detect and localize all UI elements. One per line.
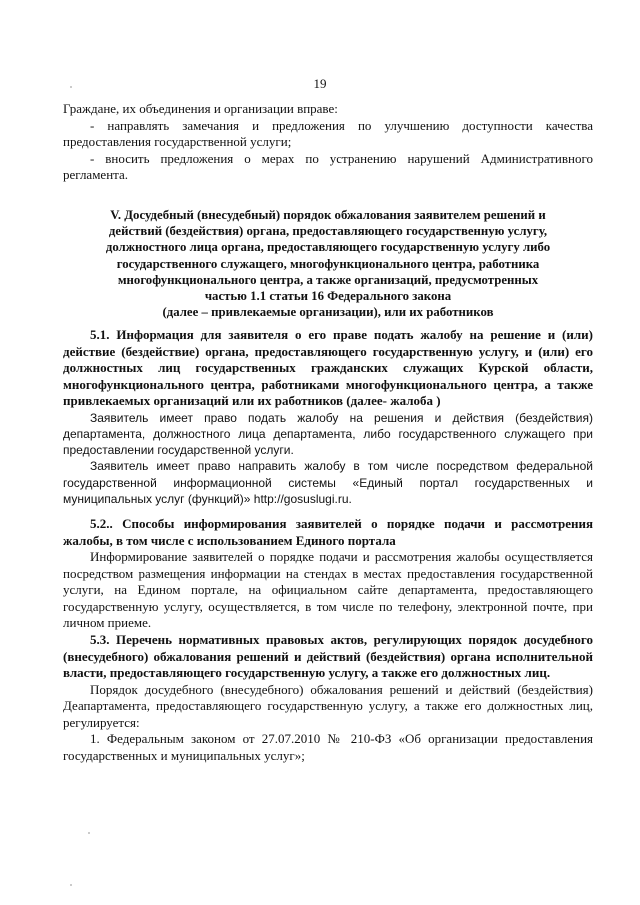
- section-5-3: [63, 632, 593, 764]
- scan-speck: [70, 86, 72, 88]
- scan-speck: [88, 832, 90, 834]
- section-5-2: [63, 516, 593, 632]
- citizens-rights-bullet-2: - вносить предложения о мерах по устранению нарушений Административного регламента.: [63, 150, 593, 182]
- section-title-line: государственного служащего, многофункционального центра, работника: [116, 256, 540, 271]
- section-5-2-paragraph: Информирование заявителей о порядке подачи и рассмотрения жалобы осуществляется посредством размещения информации на стендах в местах предоставления государственной услуги, на Едином портале, на официальном сайте департамента, предоставляющего государственную услугу, осуществляется, в том числе по телефону, электронной почте, при личном приеме.: [63, 549, 593, 630]
- scan-speck: [70, 884, 72, 886]
- section-5-1-heading: 5.1. Информация для заявителя о его праве подать жалобу на решение и (или) действие (бездействие) органа, предоставляющего государственную услугу, и (или) его должностных лиц государственных гражданских служащих Курской области, многофункционального центра, работниками многофункционального центра, а также привлекаемых организаций или их работников (далее- жалоба ): [63, 327, 593, 408]
- section-title-line: действий (бездействия) органа, предоставляющего государственную услугу,: [108, 224, 548, 239]
- section-5-3-paragraph: Порядок досудебного (внесудебного) обжалования решений и действий (бездействия) Деапартамента, предоставляющего государственную услугу, а также его должностных лиц, регулируется:: [63, 681, 593, 730]
- section-title-line: (далее – привлекаемые организации), или их работников: [162, 305, 494, 320]
- section-title-line: V. Досудебный (внесудебный) порядок обжалования заявителем решений и: [110, 208, 546, 222]
- citizens-rights-bullet-1: - направлять замечания и предложения по улучшению доступности качества предоставления государственной услуги;: [63, 117, 593, 149]
- section-5-1: [63, 327, 593, 507]
- section-title-line: многофункционального центра, а также организаций, предусмотренных: [117, 272, 539, 287]
- section-title-line: должностного лица органа, предоставляющего государственную услугу либо: [105, 240, 551, 255]
- page-number: 19: [313, 76, 327, 91]
- citizens-rights-lead: Граждане, их объединения и организации вправе:: [63, 101, 338, 116]
- section-5-3-heading: 5.3. Перечень нормативных правовых актов, регулирующих порядок досудебного (внесудебного) обжалования решений и действий (бездействия) органа исполнительной власти, предоставляющего государственную услугу, а также его должностных лиц.: [63, 632, 593, 680]
- section-5-1-paragraph-2: Заявитель имеет право направить жалобу в том числе посредством федеральной государственной информационной системы «Единый портал государственных и муниципальных услуг (функций)» http://gosuslugi.ru.: [63, 459, 593, 506]
- section-5-1-paragraph-1: Заявитель имеет право подать жалобу на решения и действия (бездействия) департамента, должностного лица департамента, либо государственного служащего при предоставлении государственной услуги.: [63, 410, 593, 458]
- section-title-line: частью 1.1 статьи 16 Федерального закона: [204, 289, 452, 304]
- citizens-rights-block: [63, 101, 593, 184]
- section-5-2-heading: 5.2.. Способы информирования заявителей о порядке подачи и рассмотрения жалобы, в том числе с использованием Единого портала: [63, 516, 593, 548]
- section-v-title: [63, 207, 593, 320]
- section-5-3-item-1: 1. Федеральным законом от 27.07.2010 № 210-ФЗ «Об организации предоставления государственных и муниципальных услуг»;: [63, 731, 593, 763]
